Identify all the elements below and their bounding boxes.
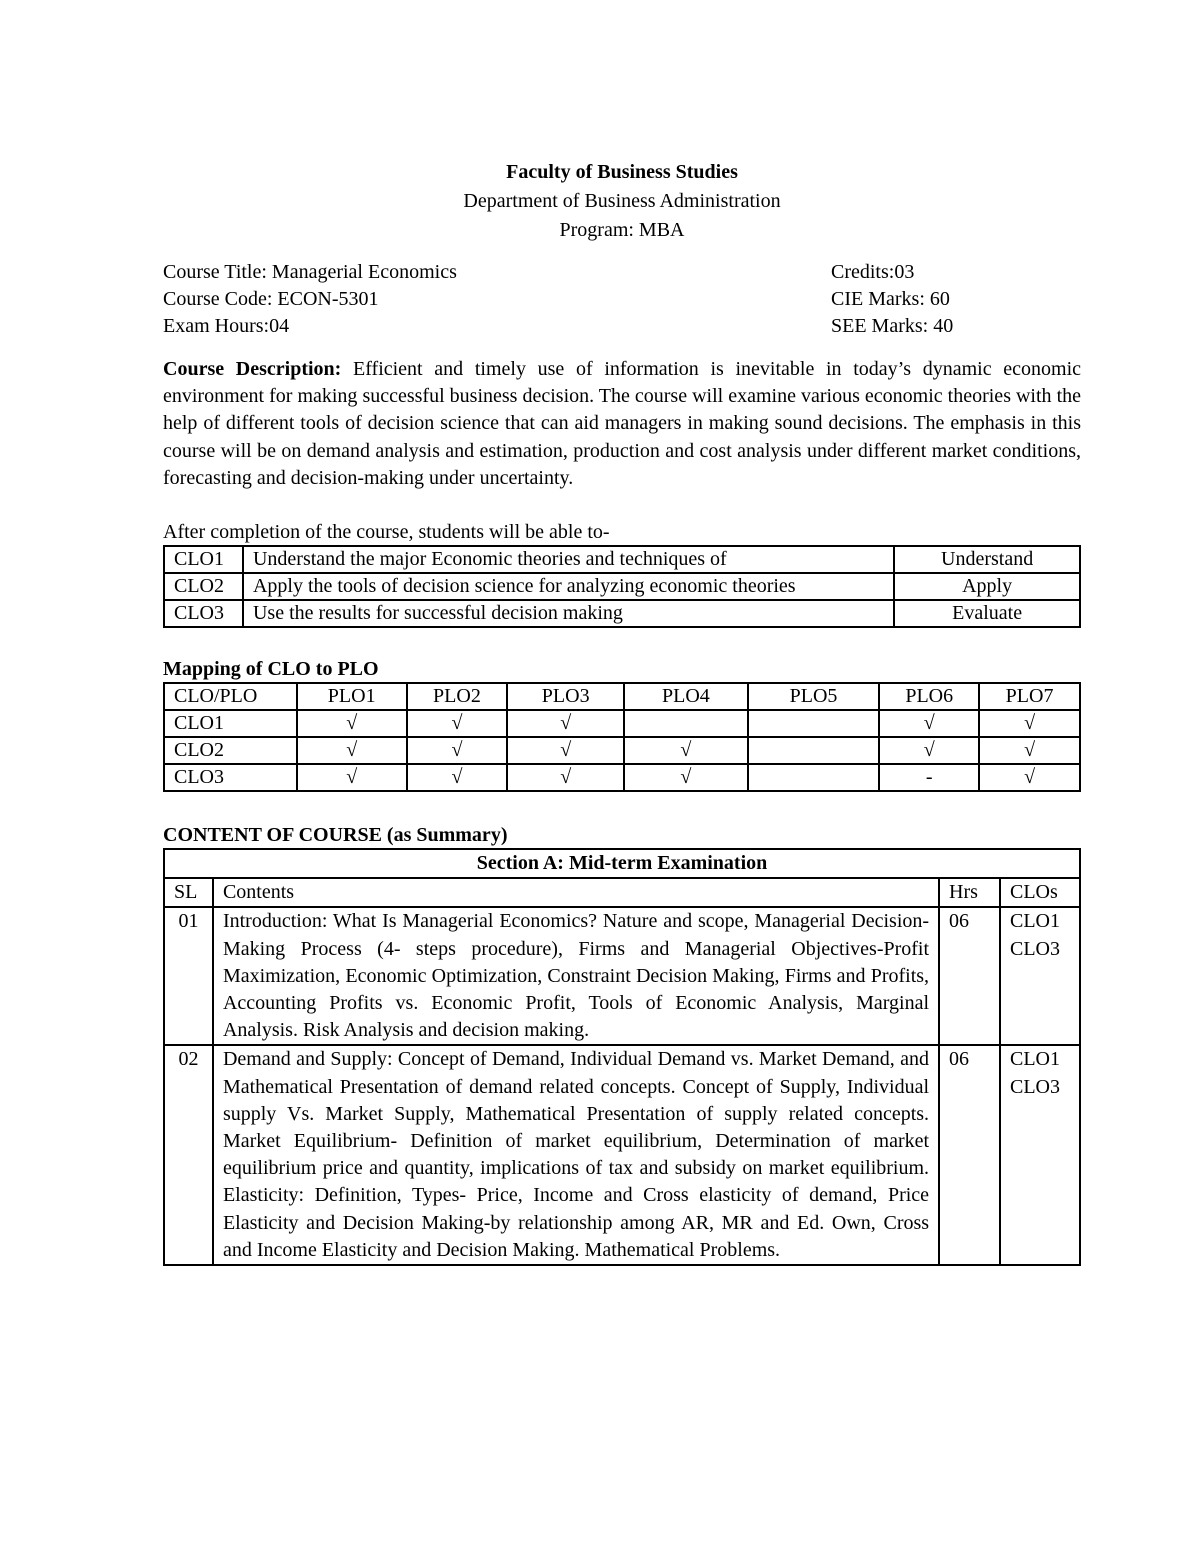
mapping-header-cell: PLO3 xyxy=(507,683,624,710)
mapping-header-cell: PLO2 xyxy=(407,683,508,710)
clo-row xyxy=(164,573,1080,600)
mapping-header-cell: PLO4 xyxy=(624,683,748,710)
content-hrs: 06 xyxy=(939,1045,1000,1265)
content-header-cell: SL xyxy=(164,878,213,907)
mapping-title: Mapping of CLO to PLO xyxy=(163,658,379,681)
description-label: Course Description: xyxy=(163,358,342,380)
content-sl: 01 xyxy=(164,907,213,1045)
mapping-check-cell: √ xyxy=(979,737,1080,764)
course-credits: Credits:03 xyxy=(831,261,915,283)
program-title: Program: MBA xyxy=(559,219,685,241)
mapping-check-cell: √ xyxy=(407,764,508,791)
mapping-check-cell: √ xyxy=(297,710,407,737)
mapping-check-cell: √ xyxy=(297,764,407,791)
course-content-table xyxy=(163,848,1081,1266)
description-text: Efficient and timely use of information is inevitable in today’s dynamic economic environment for making successful business decision. The course will examine various economic theories with the help of different tools of decision science that can aid managers in making sound decisions. The emphasis in this course will be on demand analysis and estimation, production and cost analysis under different market conditions, forecasting and decision-making under uncertainty. xyxy=(163,358,1081,489)
mapping-clo-cell: CLO3 xyxy=(164,764,297,791)
clo-plo-mapping-table xyxy=(163,682,1081,792)
mapping-row xyxy=(164,764,1080,791)
content-header-cell: CLOs xyxy=(1000,878,1080,907)
clo-level: Understand xyxy=(894,546,1080,573)
content-header-row xyxy=(164,878,1080,907)
mapping-check-cell: √ xyxy=(507,737,624,764)
clo-level: Apply xyxy=(894,573,1080,600)
content-clo-b: CLO3 xyxy=(1010,937,1060,960)
mapping-header-cell: PLO1 xyxy=(297,683,407,710)
mapping-check-cell: √ xyxy=(297,737,407,764)
section-title: Section A: Mid-term Examination xyxy=(164,849,1080,878)
mapping-header-cell: PLO7 xyxy=(979,683,1080,710)
mapping-check-cell xyxy=(748,710,880,737)
course-description xyxy=(163,356,1081,492)
clo-level: Evaluate xyxy=(894,600,1080,627)
course-code: Course Code: ECON-5301 xyxy=(163,288,379,310)
content-text: Demand and Supply: Concept of Demand, Individual Demand vs. Market Demand, and Mathematical Presentation of demand related concepts. Concept of Supply, Individual supply Vs. Market Supply, Mathematical Presentation of supply related concepts. Market Equilibrium- Definition of market equilibrium, Determination of market equilibrium price and quantity, implications of tax and subsidy on market equilibrium. Elasticity: Definition, Types- Price, Income and Cross elasticity of demand, Price Elasticity and Decision Making-by relationship among AR, MR and Ed. Own, Cross and Income Elasticity and Decision Making. Mathematical Problems. xyxy=(213,1045,939,1265)
meta-row-2 xyxy=(163,286,1081,313)
content-clos xyxy=(1000,1045,1080,1265)
mapping-check-cell: √ xyxy=(507,764,624,791)
mapping-check-cell: √ xyxy=(624,764,748,791)
content-header-cell: Contents xyxy=(213,878,939,907)
clo-row xyxy=(164,600,1080,627)
content-row xyxy=(164,907,1080,1045)
department-title: Department of Business Administration xyxy=(463,190,781,212)
mapping-row xyxy=(164,737,1080,764)
course-title: Course Title: Managerial Economics xyxy=(163,261,457,283)
document-page xyxy=(163,158,1081,1266)
content-header-cell: Hrs xyxy=(939,878,1000,907)
clo-row xyxy=(164,546,1080,573)
mapping-check-cell: √ xyxy=(879,710,979,737)
outcomes-intro: After completion of the course, students will be able to- xyxy=(163,521,610,544)
mapping-check-cell xyxy=(624,710,748,737)
clo-description: Understand the major Economic theories and techniques of xyxy=(243,546,894,573)
mapping-row xyxy=(164,710,1080,737)
section-row xyxy=(164,849,1080,878)
mapping-check-cell: √ xyxy=(979,764,1080,791)
mapping-header-row xyxy=(164,683,1080,710)
mapping-check-cell: √ xyxy=(879,737,979,764)
mapping-header-cell: PLO6 xyxy=(879,683,979,710)
content-hrs: 06 xyxy=(939,907,1000,1045)
content-clo-b: CLO3 xyxy=(1010,1075,1060,1098)
content-sl: 02 xyxy=(164,1045,213,1265)
mapping-check-cell: √ xyxy=(979,710,1080,737)
mapping-clo-cell: CLO1 xyxy=(164,710,297,737)
clo-id: CLO1 xyxy=(164,546,243,573)
content-clo-a: CLO1 xyxy=(1010,910,1060,933)
mapping-check-cell: √ xyxy=(507,710,624,737)
content-text: Introduction: What Is Managerial Economics? Nature and scope, Managerial Decision-Making Process (4- steps procedure), Firms and Managerial Objectives-Profit Maximization, Economic Optimization, Constraint Decision Making, Firms and Profits, Accounting Profits vs. Economic Profit, Tools of Economic Analysis, Marginal Analysis. Risk Analysis and decision making. xyxy=(213,907,939,1045)
clo-description: Use the results for successful decision making xyxy=(243,600,894,627)
mapping-check-cell: - xyxy=(879,764,979,791)
mapping-clo-cell: CLO2 xyxy=(164,737,297,764)
meta-row-3 xyxy=(163,313,1081,340)
content-clo-a: CLO1 xyxy=(1010,1048,1060,1071)
clo-description: Apply the tools of decision science for analyzing economic theories xyxy=(243,573,894,600)
faculty-title: Faculty of Business Studies xyxy=(506,161,738,183)
mapping-check-cell: √ xyxy=(407,737,508,764)
meta-row-1 xyxy=(163,259,1081,286)
content-title: CONTENT OF COURSE (as Summary) xyxy=(163,824,508,847)
content-row xyxy=(164,1045,1080,1265)
mapping-header-cell: PLO5 xyxy=(748,683,880,710)
clo-id: CLO3 xyxy=(164,600,243,627)
clo-id: CLO2 xyxy=(164,573,243,600)
clo-table xyxy=(163,545,1081,628)
content-clos xyxy=(1000,907,1080,1045)
mapping-header-cell: CLO/PLO xyxy=(164,683,297,710)
course-meta xyxy=(163,259,1081,341)
mapping-check-cell: √ xyxy=(407,710,508,737)
see-marks: SEE Marks: 40 xyxy=(831,315,954,337)
mapping-check-cell xyxy=(748,764,880,791)
exam-hours: Exam Hours:04 xyxy=(163,315,290,337)
mapping-check-cell: √ xyxy=(624,737,748,764)
cie-marks: CIE Marks: 60 xyxy=(831,288,950,310)
mapping-check-cell xyxy=(748,737,880,764)
